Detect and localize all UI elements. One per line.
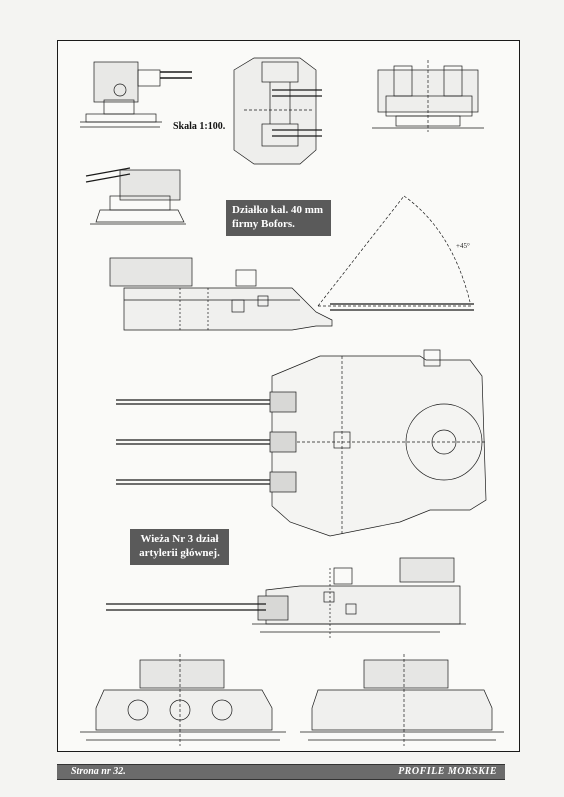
turret-front-view xyxy=(80,654,286,746)
page-number: Strona nr 32. xyxy=(71,766,126,777)
turret-side-elevation-lower xyxy=(106,558,466,640)
turret-caption-line2: artylerii głównej. xyxy=(139,547,220,559)
bofors-caption-line2: firmy Bofors. xyxy=(232,218,295,230)
bofors-perspective-view xyxy=(86,168,186,224)
bofors-front-view xyxy=(372,60,484,132)
bofors-top-view xyxy=(234,58,322,164)
bofors-caption xyxy=(226,200,331,236)
turret-top-view xyxy=(116,350,486,536)
turret-caption-line1: Wieża Nr 3 dział xyxy=(140,533,219,545)
footer-bar xyxy=(57,764,505,780)
turret-caption xyxy=(130,529,229,565)
elevation-angle-label: +45° xyxy=(456,242,470,250)
bofors-side-view xyxy=(80,62,192,127)
publication-title: PROFILE MORSKIE xyxy=(398,766,497,777)
scale-label: Skala 1:100. xyxy=(173,121,226,132)
turret-rear-view xyxy=(300,654,504,746)
bofors-caption-line1: Działko kal. 40 mm xyxy=(232,204,324,216)
